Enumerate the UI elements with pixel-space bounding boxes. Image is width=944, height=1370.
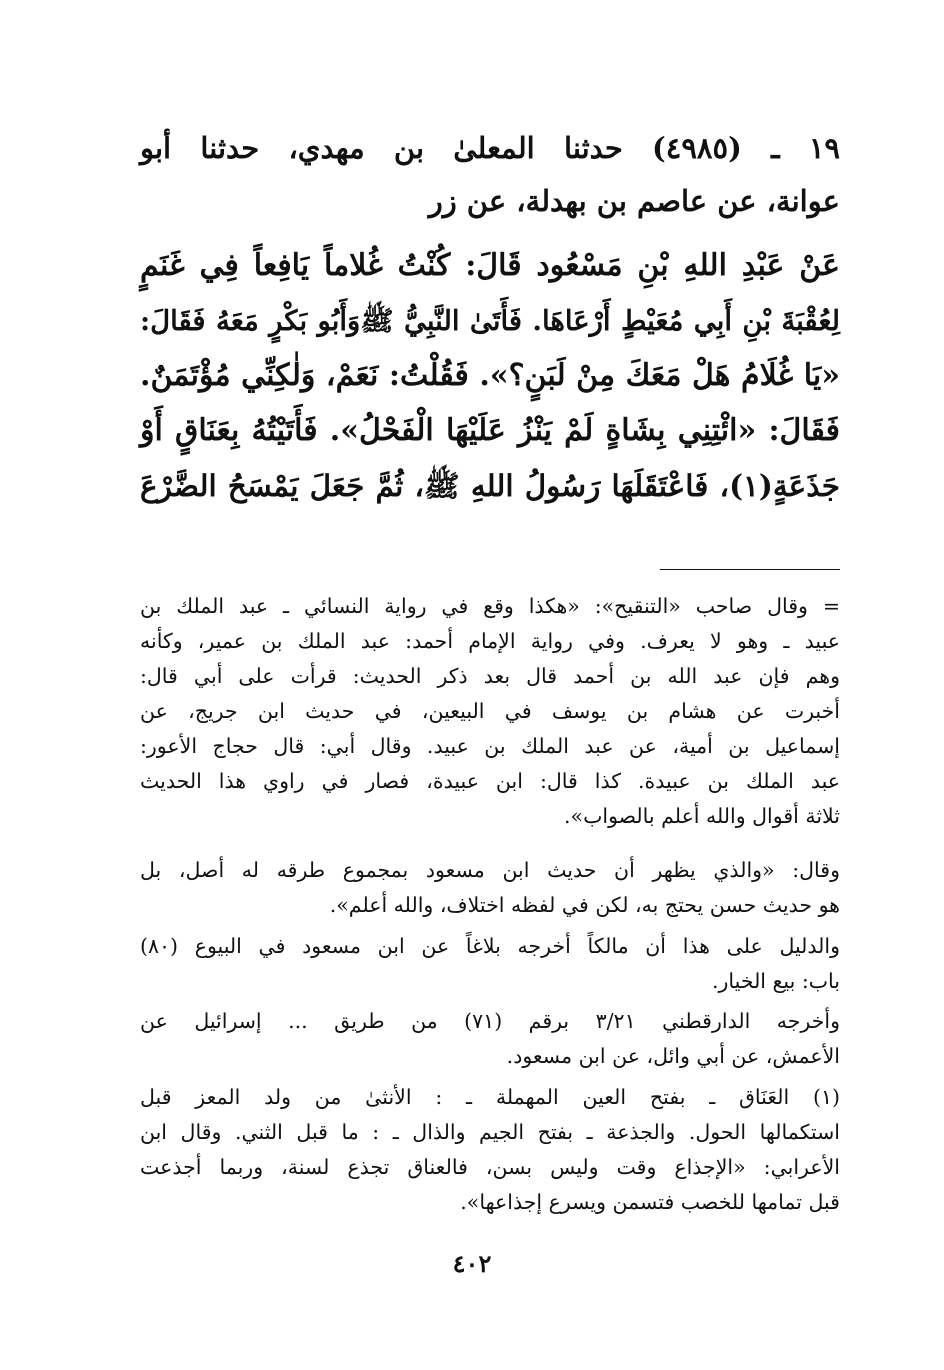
footnote-line: أخبرت عن هشام بن يوسف في البيعين، في حديث ابن جريج، عن [140,699,840,723]
footnote-line: وأخرجه الدارقطني ٣/٢١ برقم (٧١) من طريق ... إسرائيل عن [140,1009,841,1033]
footnote-line: وهم فإن عبد الله بن أحمد قال بعد ذكر الحديث: قرأت على أبي قال: [140,664,840,688]
footnote-line: عبيد ـ وهو لا يعرف. وفي رواية الإمام أحمد: عبد الملك بن عمير، وكأنه [140,629,840,653]
footnote-line: قبل تمامها للخصب فتسمن ويسرع إجذاعها». [460,1190,840,1214]
footnote-line: (١) العَنَاق ـ بفتح العين المهملة ـ : الأنثىٰ من ولد المعز قبل [140,1085,840,1109]
hadith-matn-line: لِعُقْبَةَ بْنِ أَبِي مُعَيْطٍ أَرْعَاهَا. فَأَتَىٰ النَّبِيُّ ﷺوَأَبُو بَكْرٍ مَعَهُ فَقَالَ: [140,305,840,337]
footnote-line: عبد الملك بن عبيدة. كذا قال: ابن عبيدة، فصار في راوي هذا الحديث [140,769,840,793]
footnote-line: = وقال صاحب «التنقيح»: «هكذا وقع في رواية النسائي ـ عبد الملك بن [140,594,840,618]
footnote-line: الأعرابي: «الإجذاع وقت وليس بسن، فالعناق تجذع لسنة، وربما أجذعت [140,1155,840,1179]
page-number: ٤٠٢ [452,1249,492,1278]
footnote-line: باب: بيع الخيار. [711,969,840,993]
footnote-line: إسماعيل بن أمية، عن عبد الملك بن عبيد. وقال أبي: قال حجاج الأعور: [140,734,840,758]
hadith-matn-line: جَذَعَةٍ(١)، فَاعْتَقَلَهَا رَسُولُ اللهِ ﷺ، ثُمَّ جَعَلَ يَمْسَحُ الضَّرْعَ [140,468,840,503]
footnote-line: استكمالها الحول. والجذعة ـ بفتح الجيم والذال ـ : ما قبل الثني. وقال ابن [140,1120,840,1144]
hadith-matn-line: عَنْ عَبْدِ اللهِ بْنِ مَسْعُود قَالَ: كُنْتُ غُلاماً يَافِعاً فِي غَنَمٍ [140,248,840,283]
footnote-line: والدليل على هذا أن مالكاً أخرجه بلاغاً عن ابن مسعود في البيوع (٨٠) [140,934,840,958]
footnote-line: هو حديث حسن يحتج به، لكن في لفظه اختلاف، والله أعلم». [329,893,840,917]
footnote-line: وقال: «والذي يظهر أن حديث ابن مسعود بمجموع طرقه له أصل، بل [140,858,840,882]
hadith-isnad-line: عوانة، عن عاصم بن بهدلة، عن زر [428,184,840,218]
hadith-matn-line: «يَا غُلَامُ هَلْ مَعَكَ مِنْ لَبَنٍ؟». فَقُلْتُ: نَعَمْ، وَلٰكِنِّي مُؤْتَمَنٌ. [140,358,840,393]
footnote-line: الأعمش، عن أبي وائل، عن ابن مسعود. [506,1044,840,1068]
hadith-matn-line: فَقَالَ: «ائْتِنِي بِشَاةٍ لَمْ يَنْزُ عَلَيْهَا الْفَحْلُ». فَأَتَيْتُهُ بِعَنَاقٍ أَوْ [140,413,840,448]
footnote-line: ثلاثة أقوال والله أعلم بالصواب». [564,804,840,828]
hadith-isnad-line: ١٩ ـ (٤٩٨٥) حدثنا المعلىٰ بن مهدي، حدثنا أبو [140,131,840,165]
footnote-separator [660,569,840,570]
